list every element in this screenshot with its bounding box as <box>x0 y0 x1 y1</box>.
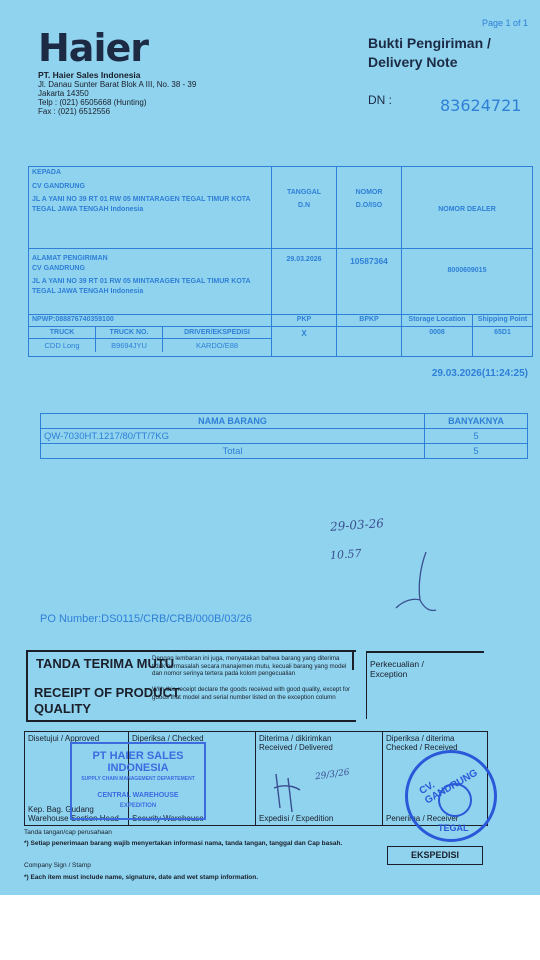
customer-cell <box>29 167 272 249</box>
shipping-point-value: 65D1 <box>494 329 511 336</box>
shipping-address-label: ALAMAT PENGIRIMAN <box>32 255 108 262</box>
kepada-label: KEPADA <box>32 169 62 176</box>
truck-no-label: TRUCK NO. <box>109 329 149 336</box>
storage-label: Storage Location <box>408 316 466 323</box>
shipping-point-header-cell <box>473 315 533 327</box>
tanggal-sublabel: D.N <box>297 202 311 209</box>
exception-box <box>366 651 484 719</box>
warehouse-head-line2: Warehouse Section Head <box>28 814 119 823</box>
handwritten-date: 29-03-26 <box>329 516 385 534</box>
total-row <box>41 444 528 459</box>
shipping-address-cell <box>29 249 272 315</box>
round-stamp-top: CV. GANDRUNG <box>417 767 480 807</box>
bpkp-header-cell <box>337 315 402 327</box>
handwritten-receive-date: 29/3/26 <box>314 767 351 783</box>
tanggal-header-cell <box>272 167 337 249</box>
company-address-line2: Jakarta 14350 <box>38 89 89 98</box>
company-address-line1: Jl. Danau Sunter Barat Blok A III, No. 38 - 39 <box>38 80 197 89</box>
tanggal-label: TANGGAL <box>286 189 322 196</box>
nomor-label: NOMOR <box>355 189 383 196</box>
truck-value-cell <box>29 339 96 353</box>
receipt-right-bracket <box>352 650 354 670</box>
pkp-header-cell <box>272 315 337 327</box>
company-name: PT. Haier Sales Indonesia <box>38 70 141 80</box>
receipt-title-en-line2: QUALITY <box>34 701 92 716</box>
stamp-line2: SUPPLY CHAIN MANAGEMENT DEPARTEMENT <box>81 776 195 782</box>
item-qty: 5 <box>425 429 528 444</box>
storage-header-cell <box>402 315 473 327</box>
company-fax: Fax : (021) 6512556 <box>38 107 111 116</box>
shipping-name: CV GANDRUNG <box>32 265 85 272</box>
driver-value-cell <box>163 339 272 353</box>
exception-label-line2: Exception <box>370 669 408 679</box>
receiver-label: Penerima / Receiver <box>386 814 459 823</box>
stamp-line3: CENTRAL WAREHOUSE <box>97 792 179 799</box>
company-info <box>38 71 196 116</box>
pkp-value-cell <box>272 327 337 357</box>
npwp: NPWP:088876740359100 <box>32 316 114 323</box>
receipt-quality-box <box>26 650 356 722</box>
shipping-table <box>28 166 533 357</box>
po-number: PO Number:DS0115/CRB/CRB/000B/03/26 <box>40 613 252 625</box>
item-name-header: NAMA BARANG <box>41 414 425 429</box>
ekspedisi-label: EKSPEDISI <box>387 846 483 865</box>
expedition-signature <box>270 768 310 818</box>
company-sign-en: Company Sign / Stamp <box>24 862 91 869</box>
do-number: 10587364 <box>350 256 388 266</box>
handwritten-time: 10.57 <box>329 546 362 563</box>
item-name: QW-7030HT.1217/80/TT/7KG <box>41 429 425 444</box>
dealer-label: NOMOR DEALER <box>438 206 496 213</box>
stamp-line4: EXPEDITION <box>119 803 157 809</box>
stamp-line1: PT HAIER SALES INDONESIA <box>92 750 184 774</box>
document-title <box>368 34 491 72</box>
truck-no-label-cell <box>96 327 163 339</box>
received-label-line2: Received / Delivered <box>259 743 333 752</box>
bpkp-value-cell <box>337 327 402 357</box>
dealer-header-cell <box>402 167 533 249</box>
dn-label: DN : <box>368 93 392 107</box>
truck-no-value-cell <box>96 339 163 353</box>
shipping-point-value-cell <box>473 327 533 357</box>
receipt-title-en-line1: RECEIPT OF PRODUCT <box>34 685 180 700</box>
dn-number: 83624721 <box>440 96 522 115</box>
date-value-cell <box>272 249 337 315</box>
customer-name: CV GANDRUNG <box>32 183 85 190</box>
pkp-value: X <box>301 329 307 338</box>
checked-label: Diperiksa / Checked <box>132 734 204 743</box>
truck-value: CDD Long <box>44 341 80 350</box>
do-number-cell <box>337 249 402 315</box>
signature-scribble <box>390 548 440 618</box>
approved-label: Disetujui / Approved <box>28 734 100 743</box>
driver-label: DRIVER/EKSPEDISI <box>184 329 250 336</box>
truck-cell <box>29 327 272 357</box>
shipping-address-line2: TEGAL JAWA TENGAH Indonesia <box>32 288 144 295</box>
item-qty-header: BANYAKNYA <box>425 414 528 429</box>
receipt-text-en: With this receipt declare the goods received with good quality, except for goods that model and serial number listed on the exception column <box>152 686 350 701</box>
security-label: Security Warehouse <box>132 814 204 823</box>
note-english: *) Each item must include name, signature, date and wet stamp information. <box>24 874 259 881</box>
storage-value: 0008 <box>429 329 445 336</box>
table-row <box>41 429 528 444</box>
items-table <box>40 413 528 459</box>
npwp-cell <box>29 315 272 327</box>
round-stamp-bottom: TEGAL <box>438 823 469 833</box>
warehouse-head-line1: Kep. Bag. Gudang <box>28 805 94 814</box>
customer-address-line2: TEGAL JAWA TENGAH Indonesia <box>32 206 144 213</box>
document-title-line2: Delivery Note <box>368 54 458 70</box>
nomor-sublabel: D.O/ISO <box>355 202 383 209</box>
shipping-point-label: Shipping Point <box>477 316 528 323</box>
dealer-number-cell <box>402 249 533 315</box>
round-stamp-center <box>438 783 472 817</box>
truck-no-value: B9694JYU <box>111 341 147 350</box>
customer-address-line1: JL A YANI NO 39 RT 01 RW 05 MINTARAGEN TEGAL TIMUR KOTA <box>32 196 251 203</box>
storage-value-cell <box>402 327 473 357</box>
expedition-label: Expedisi / Expedition <box>259 814 334 823</box>
shipping-address-line1: JL A YANI NO 39 RT 01 RW 05 MINTARAGEN TEGAL TIMUR KOTA <box>32 278 251 285</box>
bpkp-label: BPKP <box>359 316 379 323</box>
dealer-number: 8000609015 <box>447 267 487 274</box>
checked-received-line1: Diperiksa / diterima <box>386 734 455 743</box>
total-qty: 5 <box>425 444 528 459</box>
company-sign-note: Tanda tangan/cap perusahaan <box>24 829 112 836</box>
checked-received-line2: Checked / Received <box>386 743 458 752</box>
driver-value: KARDO/E88 <box>195 341 239 350</box>
page-number: Page 1 of 1 <box>481 18 528 28</box>
receipt-text-id: Dengan lembaran ini juga, menyatakan bahwa barang yang diterima tidak bermasalah secara manajemen mutu, kecuali barang yang model dan nomor serinya tertera pada kolom pengecualian <box>152 655 347 677</box>
date-value: 29.03.2026 <box>286 256 322 263</box>
company-telp: Telp : (021) 6505668 (Hunting) <box>38 98 147 107</box>
exception-label-line1: Perkecualian / <box>370 659 424 669</box>
received-label-line1: Diterima / dikirimkan <box>259 734 332 743</box>
nomor-header-cell <box>337 167 402 249</box>
haier-logo: Haier <box>38 26 148 70</box>
truck-label: TRUCK <box>49 329 75 336</box>
total-label: Total <box>41 444 425 459</box>
document-title-line1: Bukti Pengiriman / <box>368 35 491 51</box>
truck-table <box>29 327 271 352</box>
customer-round-stamp <box>405 750 497 842</box>
driver-label-cell <box>163 327 272 339</box>
pkp-label: PKP <box>296 316 312 323</box>
receipt-title-id: TANDA TERIMA MUTU <box>36 656 175 671</box>
truck-label-cell <box>29 327 96 339</box>
company-stamp <box>70 742 206 820</box>
print-timestamp: 29.03.2026(11:24:25) <box>431 368 528 379</box>
note-indonesian: *) Setiap penerimaan barang wajib menyertakan informasi nama, tanda tangan, tanggal dan Cap basah. <box>24 840 343 847</box>
